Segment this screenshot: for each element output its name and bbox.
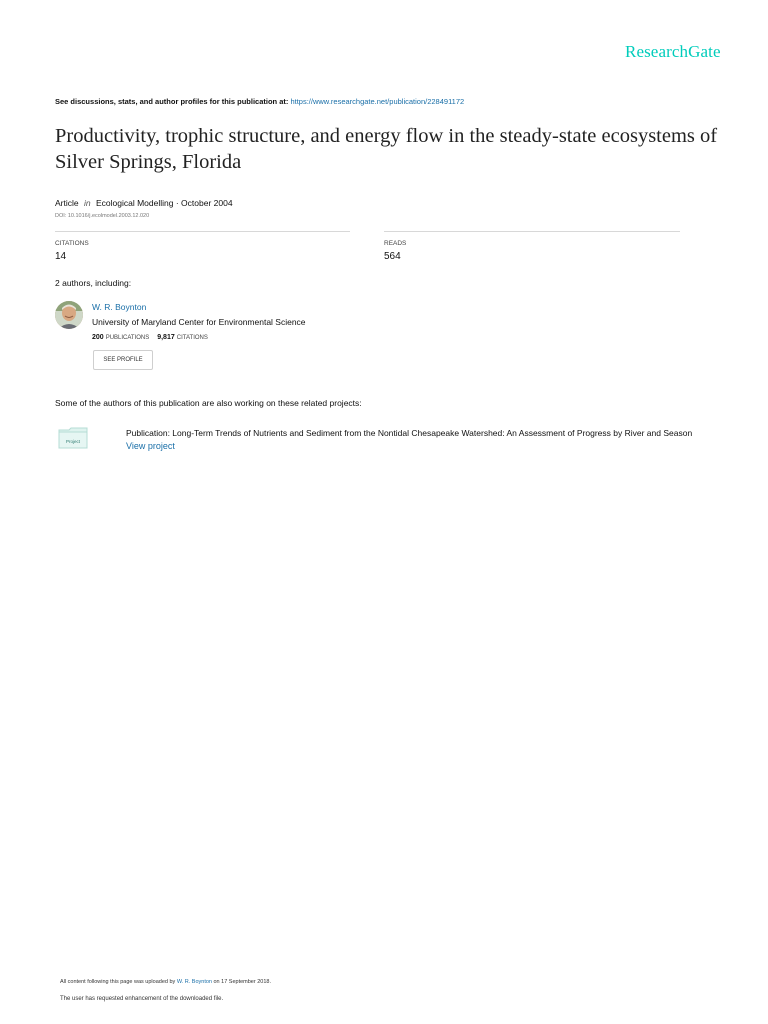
journal-date: Ecological Modelling · October 2004 — [96, 198, 233, 208]
author-avatar[interactable] — [55, 301, 83, 329]
project-icon[interactable] — [57, 426, 89, 450]
publication-doi: DOI: 10.1016/j.ecolmodel.2003.12.020 — [55, 213, 150, 219]
author-publications-count: 200 — [92, 334, 104, 341]
discussions-line — [55, 97, 464, 106]
author-stats — [92, 334, 214, 341]
publication-type: Article — [55, 198, 79, 208]
citations-value: 14 — [55, 251, 67, 262]
reads-value: 564 — [384, 251, 401, 262]
view-project-link[interactable]: View project — [126, 441, 175, 451]
upload-prefix: All content following this page was uploaded by — [60, 979, 176, 985]
project-description: Publication: Long-Term Trends of Nutrients and Sediment from the Nontidal Chesapeake Watershed: An Assessment of Progress by River and Season — [126, 428, 693, 438]
author-citations-label: CITATIONS — [176, 335, 208, 341]
reads-divider — [384, 231, 680, 232]
publication-meta — [55, 198, 233, 208]
related-projects-heading: Some of the authors of this publication are also working on these related projects: — [55, 398, 362, 408]
citations-divider — [55, 231, 350, 232]
reads-label: READS — [384, 240, 407, 247]
project-icon-label: Project — [65, 439, 81, 444]
upload-note — [60, 979, 271, 985]
discussions-prefix: See discussions, stats, and author profiles for this publication at: — [55, 97, 289, 106]
author-name-link[interactable]: W. R. Boynton — [92, 302, 147, 312]
author-citations-count: 9,817 — [157, 334, 175, 341]
publication-url-link[interactable]: https://www.researchgate.net/publication/228491172 — [290, 97, 465, 106]
publication-title: Productivity, trophic structure, and energy flow in the steady-state ecosystems of Silver Springs, Florida — [55, 125, 718, 173]
authors-heading: 2 authors, including: — [55, 278, 132, 288]
author-institution: University of Maryland Center for Environmental Science — [92, 317, 306, 327]
in-word: in — [84, 198, 91, 208]
upload-suffix: on 17 September 2018. — [213, 979, 271, 985]
author-publications-label: PUBLICATIONS — [105, 335, 150, 341]
researchgate-logo[interactable]: ResearchGate — [625, 42, 721, 61]
see-profile-button[interactable]: SEE PROFILE — [93, 350, 153, 370]
uploader-link[interactable]: W. R. Boynton — [176, 979, 212, 985]
citations-label: CITATIONS — [55, 240, 89, 247]
enhancement-note: The user has requested enhancement of the downloaded file. — [60, 996, 224, 1002]
